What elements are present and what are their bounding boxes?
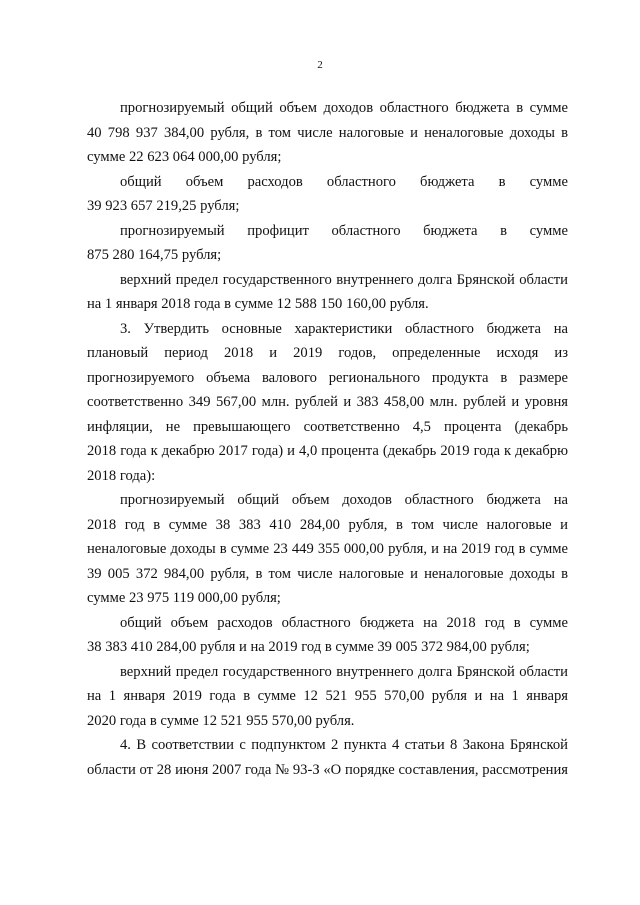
text-line: прогнозируемый общий объем доходов областного бюджета на <box>120 492 568 508</box>
text-line: 875 280 164,75 рубля; <box>87 247 222 263</box>
paragraph-revenue-2018-2019 <box>87 488 568 611</box>
text-line: 3. Утвердить основные характеристики областного бюджета на <box>120 320 568 337</box>
text-line: 2018 года к декабрю 2017 года) и 4,0 процента (декабрь 2019 года к декабрю <box>87 443 568 459</box>
page-number: 2 <box>317 59 323 71</box>
text-line: верхний предел государственного внутреннего долга Брянской области <box>120 271 568 288</box>
text-line: 39 923 657 219,25 рубля; <box>87 198 240 214</box>
text-line: прогнозируемый профицит областного бюджета в сумме <box>120 222 568 239</box>
document-body <box>87 96 568 782</box>
text-line: 38 383 410 284,00 рубля и на 2019 год в сумме 39 005 372 984,00 рубля; <box>87 639 530 655</box>
text-line: неналоговые доходы в сумме 23 449 355 000,00 рубля, и на 2019 год в сумме <box>87 541 568 557</box>
text-line: общий объем расходов областного бюджета на 2018 год в сумме <box>120 614 568 631</box>
paragraph-debt-limit-2019-2020 <box>87 660 568 734</box>
text-line: на 1 января 2019 года в сумме 12 521 955 570,00 рубля и на 1 января <box>87 688 568 704</box>
text-line: 2018 год в сумме 38 383 410 284,00 рубля, в том числе налоговые и <box>87 516 568 533</box>
paragraph-expenses-2017 <box>87 170 568 219</box>
text-line: на 1 января 2018 года в сумме 12 588 150 160,00 рубля. <box>87 296 429 312</box>
text-line: сумме 23 975 119 000,00 рубля; <box>87 590 281 606</box>
paragraph-surplus-2017 <box>87 219 568 268</box>
paragraph-item-3 <box>87 317 568 489</box>
paragraph-expenses-2018-2019 <box>87 611 568 660</box>
text-line: 39 005 372 984,00 рубля, в том числе налоговые и неналоговые доходы в <box>87 565 568 582</box>
text-line: сумме 22 623 064 000,00 рубля; <box>87 149 282 165</box>
paragraph-revenue-2017 <box>87 96 568 170</box>
text-line: плановый период 2018 и 2019 годов, определенные исходя из <box>87 345 568 361</box>
text-line: инфляции, не превышающего соответственно 4,5 процента (декабрь <box>87 418 568 435</box>
text-line: прогнозируемого объема валового регионального продукта в размере <box>87 369 568 386</box>
text-line: 40 798 937 384,00 рубля, в том числе налоговые и неналоговые доходы в <box>87 124 568 141</box>
text-line: 4. В соответствии с подпунктом 2 пункта 4 статьи 8 Закона Брянской <box>120 737 568 753</box>
text-line: общий объем расходов областного бюджета в сумме <box>120 173 568 190</box>
paragraph-debt-limit-2018 <box>87 268 568 317</box>
text-line: области от 28 июня 2007 года № 93-З «О порядке составления, рассмотрения <box>87 761 568 778</box>
text-line: 2020 года в сумме 12 521 955 570,00 рубля. <box>87 712 355 729</box>
text-line: прогнозируемый общий объем доходов областного бюджета в сумме <box>120 100 568 116</box>
text-line: соответственно 349 567,00 млн. рублей и 383 458,00 млн. рублей и уровня <box>87 394 568 410</box>
text-line: верхний предел государственного внутреннего долга Брянской области <box>120 663 568 680</box>
text-line: 2018 года): <box>87 467 156 484</box>
paragraph-item-4 <box>87 733 568 782</box>
